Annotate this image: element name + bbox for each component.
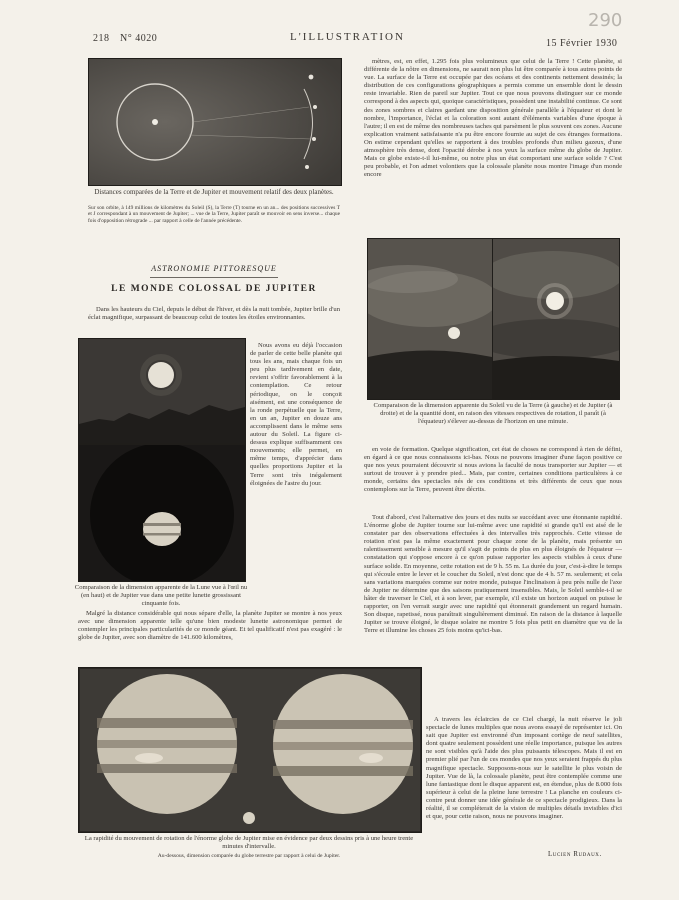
masthead: L'ILLUSTRATION — [290, 31, 405, 43]
moon-photo — [78, 338, 246, 444]
article-column-right-end — [426, 716, 622, 850]
sun-from-earth-image — [368, 239, 492, 399]
rotation-caption: La rapidité du mouvement de rotation de l'énorme globe de Jupiter mise en évidence par deux dessins pris à une heure trente minutes d'intervalle. — [84, 835, 414, 850]
article-column-right-top — [364, 58, 622, 234]
narrow-column-paragraph: Nous avons eu déjà l'occasion de parler de cette belle planète qui tous les ans, mais chaque fois un peu plus tardivement en date, revient s'offrir favorablement à la contemplation. Ce retour périodique, on le conçoit aisément, est une conséquence de la ronde perpétuelle que la Terre, en un an, Jupiter en douze ans accomplissent dans le même sens autour du Soleil. La figure ci-dessus explique suffisamment ces mouvements; elle permet, en même temps, d'apprécier dans quelles proportions Jupiter et la Terre sont très inégalement éloignées de l'astre du jour. — [250, 342, 342, 487]
article-intro — [88, 306, 340, 334]
orbit-diagram-figure — [88, 58, 342, 186]
article-column-right-mid — [364, 446, 622, 512]
earth-comparison-disk — [243, 812, 255, 824]
sun-comparison-caption: Comparaison de la dimension apparente du Soleil vu de la Terre (à gauche) et de Jupiter (à droite) et de la quantité dont, en raison des vitesses respectives de rotation, il paraît (à l'équateur) s'élever au-dessus de l'horizon en une minute. — [373, 402, 613, 425]
page-number: 218 — [93, 33, 110, 44]
handwritten-number: 290 — [588, 10, 623, 31]
rotation-subcaption: Au-dessous, dimension comparée du globe terrestre par rapport à celui de Jupiter. — [157, 853, 341, 859]
left-bottom-paragraph: Malgré la distance considérable qui nous sépare d'elle, la planète Jupiter se montre à nos yeux avec une dimension apparente telle qu'une bien modeste lunette astronomique permet de contempler les principales particularités de ce monde géant. Et tel qualificatif n'est pas exagéré : le globe de Jupiter, avec son diamètre de 141.600 kilomètres, — [78, 610, 342, 642]
sun-marker — [152, 119, 158, 125]
right-lower-paragraph: Tout d'abord, c'est l'alternative des jours et des nuits se succédant avec une étonnante rapidité. L'énorme globe de Jupiter tourne sur lui-même avec une rapidité si grande qu'il est aisé de le constater par des observations effectuées à des intervalles très rapprochés. Cette vitesse de rotation n'est pas la même exactement pour chaque zone de la planète, mais présente un ralentissement sensible à mesure qu'il s'agit de points de plus en plus éloignés de l'équateur — constatation qui s'oppose encore à ce qu'on puisse rapporter les aspects visibles à ceux d'une surface solide. En moyenne, cette rotation est de 9 h. 55 m. La durée du jour, c'est-à-dire le temps qui s'écoule entre le lever et le coucher du Soleil, n'est donc que de 4 h. 57 m. seulement; et cela sans variations marquées comme sur notre monde, puisque l'inclinaison à peu près nulle de l'axe de Jupiter ne détermine que des saisons pratiquement insensibles. Mais, le Soleil semble-t-il se hâter de traverser le Ciel, et à son lever, par exemple, s'il existe un horizon auquel on puisse le rapporter, on l'en verrait surgir avec une rapidité qui étonnerait grandement un regard humain. Son disque, rapetissé, nous paraîtrait singulièrement diminué. En raison de la distance à laquelle Jupiter se trouve éloigné, le disque solaire ne montre 5 fois plus petit en diamètre que vu de la Terre et illumine les choses 25 fois moins qu'ici-bas. — [364, 514, 622, 635]
orbit-caption-body: Sur son orbite, à 149 millions de kilomètres du Soleil (S), la Terre (T) tourne en un an... des positions successives T et J correspondant à un mouvement de Jupiter; ... vue de la Terre, Jupiter paraît se mouvoir en sens inverse... chaque fois d'opposition rétrograde ... par rapport à celle de l'année précédente. — [88, 205, 340, 224]
sun-from-jupiter-photo — [492, 238, 620, 400]
jupiter-telescope-photo — [78, 444, 246, 582]
right-top-paragraph: mètres, est, en effet, 1.295 fois plus volumineux que celui de la Terre ! Cette planète, si différente de la nôtre en dimensions, ne saurait non plus lui être comparée à tous autres points de vue. La surface de la Terre est occupée par des océans et des continents nettement dessinés; la distribution de ces configurations géographiques a permis comme un ensemble dont le dessin reste invariable. Rien de pareil sur Jupiter. Tout ce que nous pouvons distinguer sur ce monde correspond à des aspects qui, quoique caractéristiques, possèdent une instabilité continue. Ce sont des zones sombres et claires gardant une disposition générale parallèle à l'équateur et dont le nombre, l'importance, l'éclat et la coloration sont autant d'éléments variables d'une époque à l'autre; il en est de même des nombreuses taches qui parsèment le plus souvent ces zones. Aucune explication vraiment satisfaisante n'a pu être encore fournie au sujet de ces étranges formations. On estime cependant qu'elles se rapportent à des troubles profonds d'un milieu gazeux, d'une atmosphère très dense, dont l'opacité dérobe à nos yeux la surface même du globe de Jupiter. Mais ce globe existe-t-il lui-même, ou notre plus un état comportant une surface solide ? C'est peu probable, et l'on admet volontiers que la colossale planète nous montre l'image d'un monde encore — [364, 58, 622, 179]
earth-horizon — [368, 351, 492, 400]
sun-from-earth-photo — [367, 238, 493, 400]
article-column-right-lower — [364, 514, 622, 714]
orbit-caption-title: Distances comparées de la Terre et de Jupiter et mouvement relatif des deux planètes. — [94, 188, 334, 196]
jupiter-telescope-image — [79, 445, 245, 581]
sun-from-jupiter-image — [493, 239, 619, 399]
moon-disk — [148, 362, 174, 388]
right-mid-paragraph: en voie de formation. Quelque signification, cet état de choses ne correspond à rien de défini, en égard à ce que nous connaissons ici-bas. Nous ne pouvons imaginer d'une façon positive ce que nos yeux pourraient découvrir si nous avions la faculté de nous transporter sur Jupiter — et surtout de trouver à y prendre pied... Mais, par contre, certaines conditions particulières à ce monde, certains des spectacles nés de ces conditions et très différents de ceux que nous contemplons sur la Terre, peuvent être décrits. — [364, 446, 622, 494]
moon-photo-image — [79, 339, 245, 443]
jupiter-horizon — [493, 356, 619, 399]
divider — [150, 277, 278, 278]
orbit-diagram — [89, 59, 341, 185]
moon-jupiter-caption: Comparaison de la dimension apparente de la Lune vue à l'œil nu (en haut) et de Jupiter vue dans une petite lunette grossissant cinquante fois. — [74, 584, 248, 607]
issue-number: N° 4020 — [120, 33, 158, 44]
article-column-narrow — [250, 342, 342, 608]
intro-paragraph: Dans les hauteurs du Ciel, depuis le début de l'hiver, et dès la nuit tombée, Jupiter brille d'un éclat magnifique, surpassant de beaucoup celui de toutes les étoiles environnantes. — [88, 306, 340, 322]
author-signature: Lucien Rudaux. — [548, 851, 602, 858]
right-end-paragraph: A travers les éclaircies de ce Ciel chargé, la nuit réserve le joli spectacle de lunes multiples que nous avons essayé de représenter ici. On sait que Jupiter est environné d'un imposant cortège de neuf satellites, dont quatre seulement possèdent une réelle importance, puisque les autres ne sont visibles qu'à l'aide des plus puissants télescopes. Mais il est en premier plié par l'un de ces mondes que nos yeux seraient frappés du plus magnifique spectacle. Supposons-nous sur le satellite le plus voisin de Jupiter. Vue de là, la colossale planète, peut être contemplée comme une lune fantastique dont le disque apparent est, en étendue, plus de 8.000 fois supérieur à celui de la pleine lune terrestre ! La planche en couleurs ci-contre peut donner une idée générale de ce spectacle prodigieux. Dans la réalité, il se compléterait de la vision de multiples détails invisibles d'ici et que, pour cette raison, nous ne pouvons imaginer. — [426, 716, 622, 821]
jupiter-drawing-left — [97, 674, 237, 814]
issue-date: 15 Février 1930 — [546, 38, 618, 49]
article-kicker: ASTRONOMIE PITTORESQUE — [151, 264, 277, 273]
sun-disk-small — [448, 327, 460, 339]
article-column-left-bottom — [78, 610, 342, 664]
sun-disk-tiny — [546, 292, 564, 310]
jupiter-disk — [143, 512, 181, 546]
article-title: LE MONDE COLOSSAL DE JUPITER — [111, 284, 317, 294]
